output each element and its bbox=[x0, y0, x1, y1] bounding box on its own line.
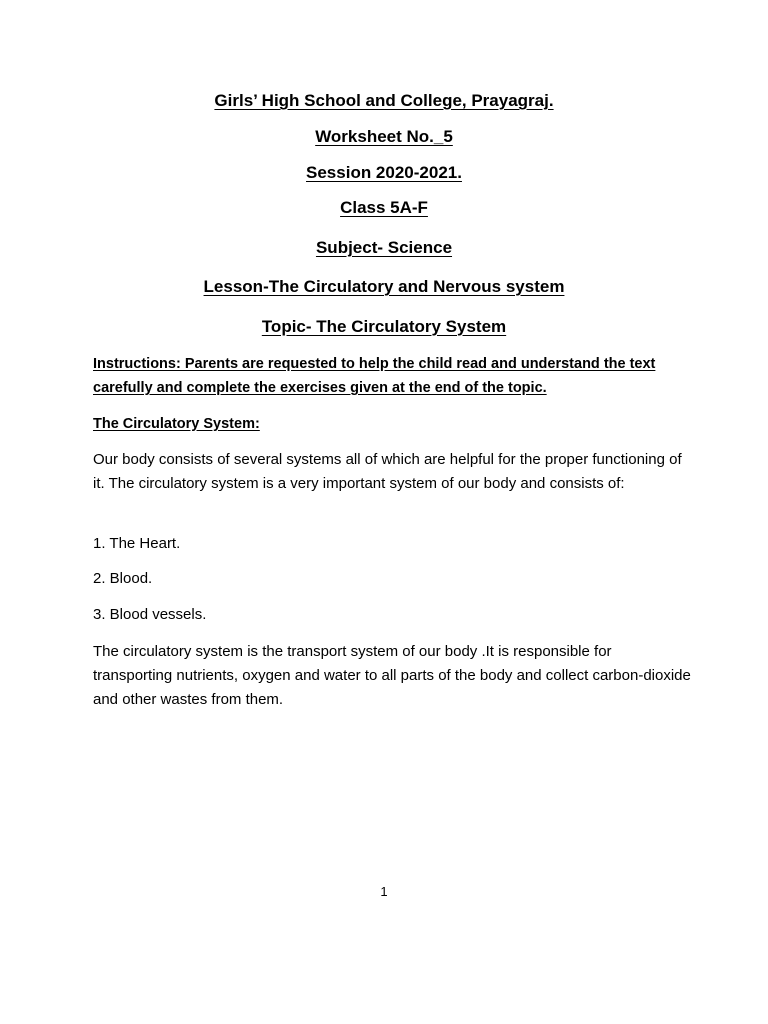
intro-paragraph: Our body consists of several systems all of which are helpful for the proper functioning of it. The circulatory system is a very important system of our body and consists of: bbox=[93, 451, 682, 492]
subject-label: Subject- Science bbox=[315, 238, 453, 257]
list-item: 3. Blood vessels. bbox=[93, 606, 207, 623]
page-number: 1 bbox=[380, 884, 388, 899]
list-item: 2. Blood. bbox=[93, 570, 153, 587]
topic-title: Topic- The Circulatory System bbox=[261, 317, 507, 336]
lesson-title: Lesson-The Circulatory and Nervous system bbox=[203, 277, 565, 296]
instructions-text: Instructions: Parents are requested to help the child read and understand the text carefully and complete the exercises given at the end of the topic. bbox=[93, 356, 656, 396]
session-label: Session 2020-2021. bbox=[306, 163, 462, 182]
transport-paragraph: The circulatory system is the transport system of our body .It is responsible for transporting nutrients, oxygen and water to all parts of the body and collect carbon-dioxide and other wastes from them. bbox=[93, 643, 691, 708]
worksheet-number: Worksheet No._5 bbox=[315, 127, 453, 146]
school-name: Girls’ High School and College, Prayagraj. bbox=[214, 91, 554, 110]
class-label: Class 5A-F bbox=[340, 198, 428, 217]
section-title: The Circulatory System: bbox=[93, 416, 260, 432]
list-item: 1. The Heart. bbox=[93, 535, 181, 552]
